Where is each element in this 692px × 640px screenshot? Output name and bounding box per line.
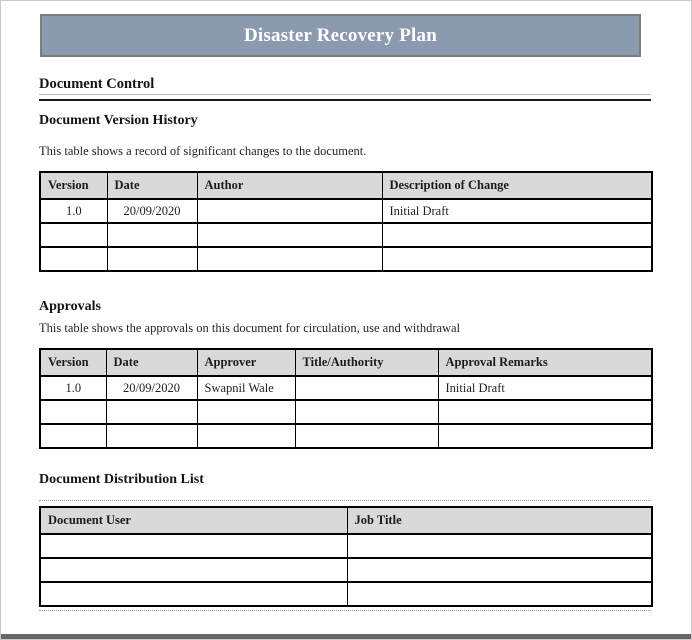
distribution-table xyxy=(39,506,653,607)
document-title: Disaster Recovery Plan xyxy=(244,24,437,46)
version-history-table xyxy=(39,171,653,272)
table-row xyxy=(40,558,652,582)
table-cell-title-authority xyxy=(295,376,438,400)
table-cell-approver: Swapnil Wale xyxy=(197,376,295,400)
page-bottom-bar xyxy=(1,634,691,639)
table-cell-document-user xyxy=(40,558,347,582)
table-cell-author xyxy=(197,247,382,271)
column-header-title-authority: Title/Authority xyxy=(295,349,438,376)
table-row xyxy=(40,582,652,606)
document-control-heading: Document Control xyxy=(39,77,651,95)
column-header-job-title: Job Title xyxy=(347,507,652,534)
table-cell-date: 20/09/2020 xyxy=(107,199,197,223)
column-header-description-of-change: Description of Change xyxy=(382,172,652,199)
document-body xyxy=(39,77,651,611)
approvals-description: This table shows the approvals on this document for circulation, use and withdrawal xyxy=(39,321,461,335)
distribution-table-boundary xyxy=(39,500,651,611)
table-cell-title-authority xyxy=(295,424,438,448)
table-cell-approval-remarks xyxy=(438,400,652,424)
table-cell-date xyxy=(106,400,197,424)
column-header-approval-remarks: Approval Remarks xyxy=(438,349,652,376)
table-cell-document-user xyxy=(40,534,347,558)
table-row xyxy=(40,400,652,424)
table-cell-date xyxy=(107,247,197,271)
table-cell-document-user xyxy=(40,582,347,606)
horizontal-rule xyxy=(39,99,651,101)
version-history-heading: Document Version History xyxy=(39,113,198,128)
table-header-row xyxy=(40,349,652,376)
table-row xyxy=(40,424,652,448)
approvals-heading: Approvals xyxy=(39,299,101,314)
document-title-banner xyxy=(40,14,641,57)
table-cell-job-title xyxy=(347,558,652,582)
table-cell-job-title xyxy=(347,582,652,606)
table-cell-date: 20/09/2020 xyxy=(106,376,197,400)
table-cell-description: Initial Draft xyxy=(382,199,652,223)
table-cell-version xyxy=(40,424,106,448)
table-cell-job-title xyxy=(347,534,652,558)
table-cell-author xyxy=(197,199,382,223)
table-cell-approver xyxy=(197,400,295,424)
column-header-date: Date xyxy=(107,172,197,199)
column-header-version: Version xyxy=(40,172,107,199)
table-cell-date xyxy=(106,424,197,448)
column-header-document-user: Document User xyxy=(40,507,347,534)
approvals-table xyxy=(39,348,653,449)
table-cell-version: 1.0 xyxy=(40,199,107,223)
table-row xyxy=(40,247,652,271)
column-header-version: Version xyxy=(40,349,106,376)
distribution-list-heading: Document Distribution List xyxy=(39,472,204,487)
table-header-row xyxy=(40,507,652,534)
table-row xyxy=(40,376,652,400)
column-header-date: Date xyxy=(106,349,197,376)
table-row xyxy=(40,199,652,223)
table-cell-approval-remarks: Initial Draft xyxy=(438,376,652,400)
table-cell-version xyxy=(40,400,106,424)
table-cell-date xyxy=(107,223,197,247)
table-cell-description xyxy=(382,223,652,247)
table-row xyxy=(40,223,652,247)
column-header-approver: Approver xyxy=(197,349,295,376)
table-row xyxy=(40,534,652,558)
version-history-description: This table shows a record of significant changes to the document. xyxy=(39,144,367,158)
table-cell-approval-remarks xyxy=(438,424,652,448)
table-cell-title-authority xyxy=(295,400,438,424)
table-cell-version xyxy=(40,223,107,247)
table-cell-version: 1.0 xyxy=(40,376,106,400)
table-header-row xyxy=(40,172,652,199)
column-header-author: Author xyxy=(197,172,382,199)
table-cell-description xyxy=(382,247,652,271)
table-cell-approver xyxy=(197,424,295,448)
table-cell-author xyxy=(197,223,382,247)
table-cell-version xyxy=(40,247,107,271)
